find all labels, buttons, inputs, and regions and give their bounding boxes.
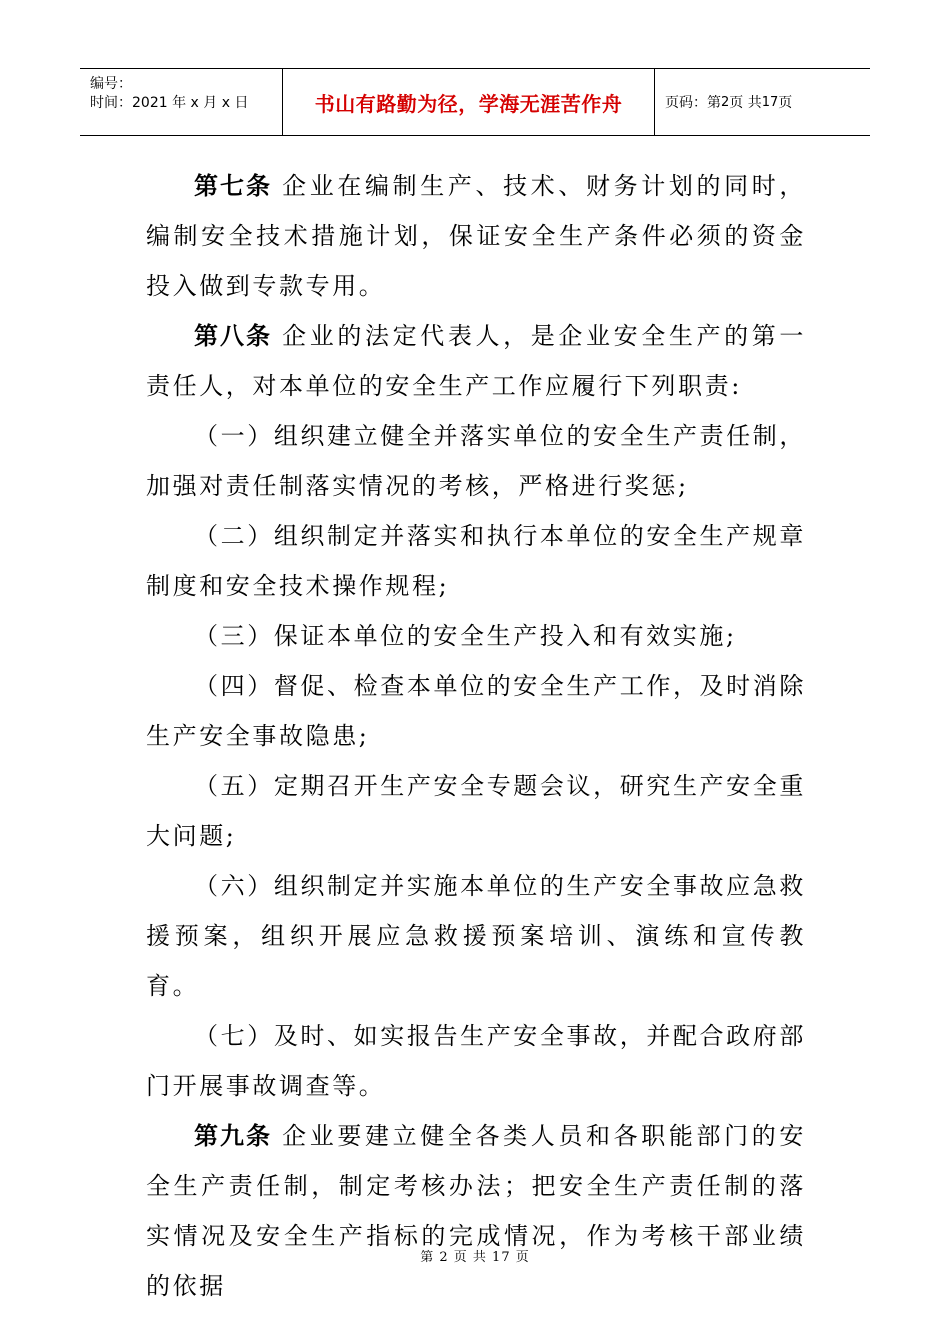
article-9 bbox=[146, 1111, 806, 1311]
article-9-text: 企业要建立健全各类人员和各职能部门的安全生产责任制，制定考核办法；把安全生产责任制的落实情况及安全生产指标的完成情况，作为考核干部业绩的依据 bbox=[146, 1122, 807, 1300]
page-info-current: 2 bbox=[721, 94, 730, 110]
duty-item-1: （一）组织建立健全并落实单位的安全生产责任制，加强对责任制落实情况的考核，严格进行奖惩; bbox=[146, 422, 806, 500]
article-9-title: 第九条 bbox=[194, 1122, 273, 1150]
duty-item-6: （六）组织制定并实施本单位的生产安全事故应急救援预案，组织开展应急救援预案培训、演练和宣传教育。 bbox=[146, 872, 806, 1000]
article-7-title: 第七条 bbox=[194, 172, 273, 200]
page-footer: 第 2 页 共 17 页 bbox=[420, 1250, 530, 1265]
duty-item-7: （七）及时、如实报告生产安全事故，并配合政府部门开展事故调查等。 bbox=[146, 1022, 806, 1100]
page-info-suffix: 页 bbox=[778, 95, 793, 111]
document-body bbox=[146, 161, 806, 1311]
article-7 bbox=[146, 161, 806, 311]
article-8 bbox=[146, 311, 806, 411]
header-motto-cell bbox=[283, 69, 655, 135]
article-8-title: 第八条 bbox=[194, 322, 273, 350]
motto-text: 书山有路勤为径，学海无涯苦作舟 bbox=[314, 91, 623, 116]
page-info-mid: 页 共 bbox=[729, 95, 762, 111]
page-info-total: 17 bbox=[761, 94, 779, 110]
page-header bbox=[80, 68, 870, 136]
time-label: 时间：2021 年 x 月 x 日 bbox=[90, 95, 249, 111]
article-7-text: 企业在编制生产、技术、财务计划的同时，编制安全技术措施计划，保证安全生产条件必须的资金投入做到专款专用。 bbox=[146, 172, 807, 300]
duty-item-2: （二）组织制定并落实和执行本单位的安全生产规章制度和安全技术操作规程; bbox=[146, 522, 806, 600]
page-info-prefix: 页码：第 bbox=[665, 95, 721, 111]
header-meta-cell bbox=[80, 69, 283, 135]
duty-item-3: （三）保证本单位的安全生产投入和有效实施; bbox=[194, 622, 737, 650]
article-8-text: 企业的法定代表人，是企业安全生产的第一责任人，对本单位的安全生产工作应履行下列职责: bbox=[146, 322, 807, 400]
duty-item-4: （四）督促、检查本单位的安全生产工作，及时消除生产安全事故隐患; bbox=[146, 672, 806, 750]
header-page-info-cell bbox=[655, 69, 870, 135]
duty-item-5: （五）定期召开生产安全专题会议，研究生产安全重大问题; bbox=[146, 772, 806, 850]
number-label: 编号： bbox=[90, 76, 132, 92]
